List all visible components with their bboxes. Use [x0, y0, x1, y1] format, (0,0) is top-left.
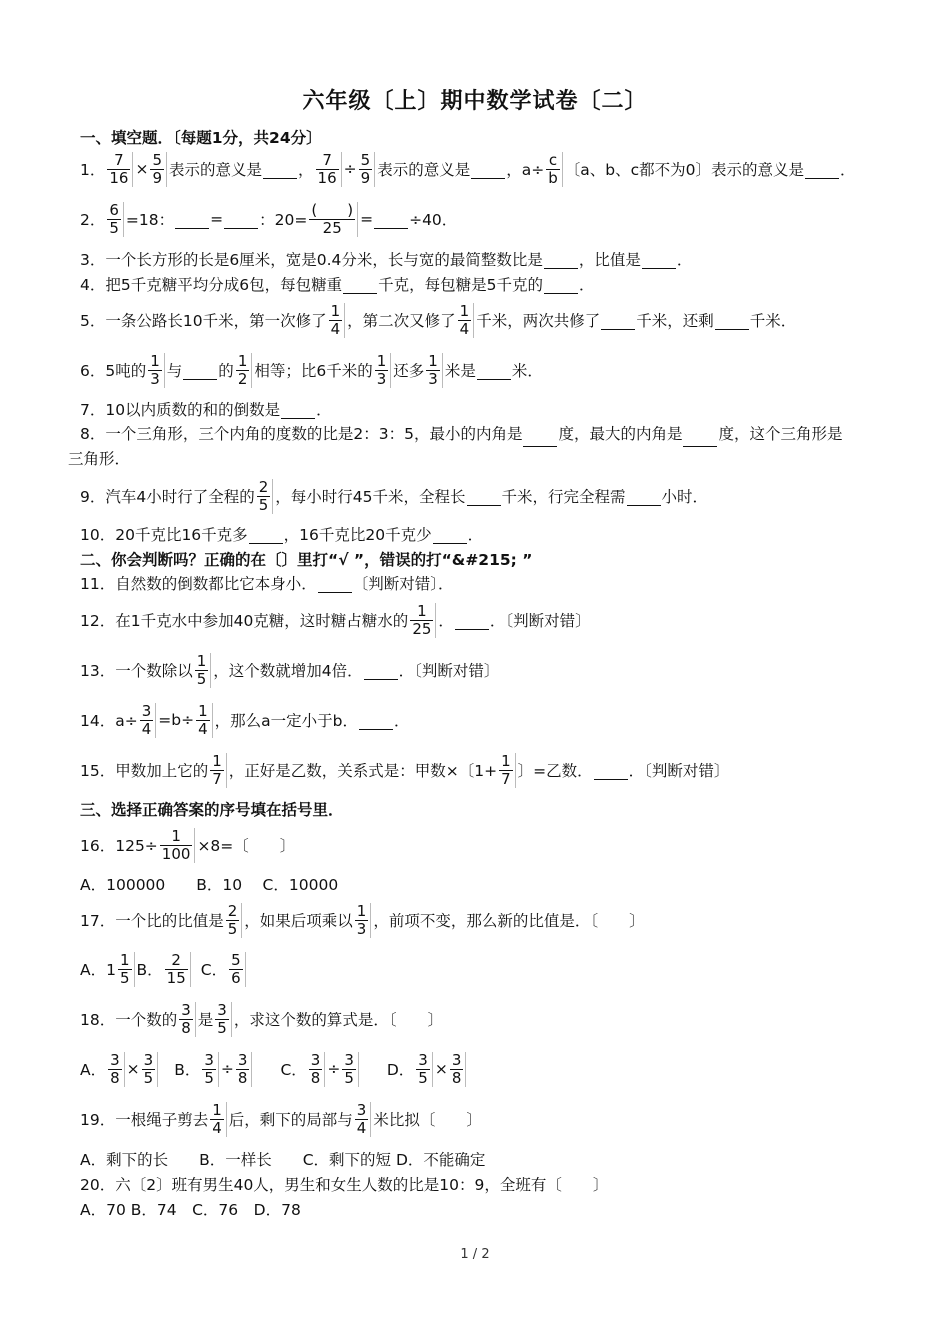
answer-blank[interactable]	[374, 210, 408, 229]
fraction: c b	[546, 152, 563, 187]
text: 9．汽车4小时行了全程的	[80, 488, 255, 506]
text: 20．六〔2〕班有男生40人，男生和女生人数的比是10：9，全班有〔 〕	[80, 1176, 609, 1194]
fraction: 3 8	[179, 1002, 196, 1037]
text: ÷	[327, 1060, 341, 1078]
question-7	[80, 398, 332, 420]
fraction: 1 2	[236, 353, 253, 388]
options-text[interactable]: A．100000 B．10 C．10000	[80, 876, 339, 894]
question-12	[80, 597, 591, 643]
fraction: 7 16	[316, 152, 342, 187]
text: 还多	[393, 362, 425, 380]
question-14	[80, 697, 410, 743]
option-a[interactable]: A．	[80, 1061, 107, 1079]
question-13	[80, 647, 499, 693]
question-19-options[interactable]	[80, 1148, 485, 1170]
question-4	[80, 273, 594, 295]
fraction: 3 5	[416, 1052, 433, 1087]
text: 17．一个比的比值是	[80, 912, 224, 930]
text: 小时．	[661, 488, 709, 506]
page-title: 六年级〔上〕期中数学试卷〔二〕	[302, 89, 648, 114]
text: 千米，还剩	[636, 312, 714, 330]
text: 米．	[511, 362, 543, 380]
fraction: 3 5	[215, 1002, 232, 1037]
text: 的	[218, 362, 234, 380]
fraction: 6 5	[107, 202, 124, 237]
text: 16．125÷	[80, 837, 158, 855]
fraction: 3 5	[142, 1052, 159, 1087]
answer-blank[interactable]	[594, 761, 628, 780]
text: =	[210, 210, 224, 228]
text: ．	[578, 276, 595, 294]
answer-blank[interactable]	[433, 525, 467, 544]
text: ．	[676, 251, 693, 269]
fraction: 3 8	[309, 1052, 326, 1087]
text: ×	[126, 1060, 140, 1078]
text: 〔判断对错〕．	[352, 575, 454, 593]
question-20	[80, 1173, 608, 1195]
text: ÷40．	[409, 211, 458, 229]
text: 〔a、b、c都不为0〕表示的意义是	[564, 161, 804, 179]
answer-blank[interactable]	[263, 160, 297, 179]
fraction: 5 6	[229, 952, 246, 987]
fraction: 1 4	[458, 303, 475, 338]
answer-blank[interactable]	[642, 250, 676, 269]
text: ，比值是	[578, 251, 641, 269]
text: ．	[316, 401, 332, 419]
fraction: 2 5	[257, 479, 274, 514]
answer-blank[interactable]	[627, 487, 661, 506]
text: 4．把5千克糖平均分成6包，每包糖重	[80, 276, 343, 294]
answer-blank[interactable]	[455, 611, 489, 630]
question-18	[80, 996, 443, 1042]
text: =	[360, 210, 374, 228]
text: ，正好是乙数，关系式是：甲数×〔1+	[228, 762, 498, 780]
fraction: 1 4	[196, 703, 213, 738]
section-multiple-choice: 三、选择正确答案的序号填在括号里．	[80, 801, 344, 819]
fraction: 1 3	[426, 353, 443, 388]
answer-blank[interactable]	[183, 361, 217, 380]
text: ．	[438, 612, 454, 630]
text: 度，最大的内角是	[558, 425, 683, 443]
question-20-options[interactable]	[80, 1198, 301, 1220]
answer-blank[interactable]	[343, 275, 377, 294]
question-2	[80, 196, 457, 242]
text: 表示的意义是	[169, 161, 263, 179]
fraction: 3 4	[140, 703, 157, 738]
text: 19．一根绳子剪去	[80, 1111, 209, 1129]
question-16-options[interactable]	[80, 873, 338, 895]
fraction: 1 5	[118, 952, 135, 987]
text: 米是	[444, 362, 476, 380]
text: ．〔判断对错〕	[398, 662, 500, 680]
question-19	[80, 1096, 482, 1142]
answer-blank[interactable]	[281, 400, 315, 419]
fraction: 1 3	[375, 353, 392, 388]
answer-blank[interactable]	[544, 275, 578, 294]
text: ．	[393, 712, 410, 730]
answer-blank[interactable]	[471, 160, 505, 179]
text: 三角形．	[68, 450, 131, 468]
answer-blank[interactable]	[318, 574, 352, 593]
text: 后，剩下的局部与	[228, 1111, 353, 1129]
answer-blank[interactable]	[467, 487, 501, 506]
fraction: 7 16	[107, 152, 133, 187]
option-c[interactable]: C．	[200, 961, 228, 979]
text: 相等；比6千米的	[254, 362, 373, 380]
fraction: ( ) 25	[309, 202, 358, 237]
text: 米比拟〔 〕	[373, 1111, 482, 1129]
fraction: 2 5	[226, 903, 243, 938]
text: 1．	[80, 161, 106, 179]
text: 18．一个数的	[80, 1011, 178, 1029]
fraction: 1 5	[195, 653, 212, 688]
option-c[interactable]: C．	[280, 1061, 307, 1079]
fraction: 1 4	[210, 1102, 227, 1137]
text: 14．a÷	[80, 712, 138, 730]
text: ÷	[343, 160, 357, 178]
text: ×	[434, 1060, 448, 1078]
answer-blank[interactable]	[477, 361, 511, 380]
question-1	[80, 146, 855, 192]
option-b[interactable]: B．	[174, 1061, 201, 1079]
question-5	[80, 297, 796, 343]
text: ：20=	[259, 211, 308, 229]
answer-blank[interactable]	[523, 428, 557, 447]
text: ．	[839, 161, 856, 179]
text: 13．一个数除以	[80, 662, 193, 680]
fraction: 3 8	[108, 1052, 125, 1087]
text: ，	[298, 161, 314, 179]
section-fill-blank: 一、填空题．〔每题1分，共24分〕	[80, 129, 322, 147]
question-11	[80, 572, 454, 594]
text: 与	[166, 362, 183, 380]
fraction: 1 25	[410, 603, 436, 638]
fraction: 5 9	[359, 152, 376, 187]
text: ，那么a一定小于b．	[214, 712, 358, 730]
question-15	[80, 747, 729, 793]
fraction: 1 7	[210, 753, 227, 788]
question-3	[80, 248, 692, 270]
text: ．〔判断对错〕	[489, 612, 591, 630]
fraction: 1 7	[499, 753, 516, 788]
fraction: 1 3	[355, 903, 372, 938]
text: 3．一个长方形的长是6厘米，宽是0.4分米，长与宽的最简整数比是	[80, 251, 543, 269]
text: ×	[135, 160, 149, 178]
text: 表示的意义是	[377, 161, 471, 179]
text: ，这个数就增加4倍．	[213, 662, 363, 680]
text: ，每小时行45千米，全程长	[275, 488, 466, 506]
question-6	[80, 347, 543, 393]
question-16	[80, 822, 295, 868]
option-b[interactable]: B．	[136, 961, 163, 979]
question-17-options	[80, 946, 248, 992]
fraction: 3 4	[355, 1102, 372, 1137]
section-true-false: 二、你会判断吗？正确的在〔〕里打“√ ”，错误的打“&#215; ”	[80, 551, 533, 569]
fraction: 3 8	[236, 1052, 253, 1087]
question-17	[80, 897, 645, 943]
fraction: 3 8	[450, 1052, 467, 1087]
text: ，前项不变，那么新的比值是．〔 〕	[373, 912, 645, 930]
answer-blank[interactable]	[359, 711, 393, 730]
fraction: 3 5	[202, 1052, 219, 1087]
text: 千米．	[749, 312, 797, 330]
fraction: 3 5	[342, 1052, 359, 1087]
text: ．	[467, 526, 484, 544]
text: ，第二次又修了	[347, 312, 456, 330]
text: 千克，每包糖是5千克的	[378, 276, 543, 294]
page-number: 1 / 2	[460, 1247, 490, 1262]
fraction: 1 100	[160, 828, 196, 863]
text: 12．在1千克水中参加40克糖，这时糖占糖水的	[80, 612, 409, 630]
option-a[interactable]: A．1	[80, 961, 116, 979]
options-text[interactable]: A．剩下的长 B．一样长 C．剩下的短 D．不能确定	[80, 1151, 486, 1169]
option-d[interactable]: D．	[386, 1061, 415, 1079]
answer-blank[interactable]	[683, 428, 717, 447]
text: 2．	[80, 211, 106, 229]
answer-blank[interactable]	[249, 525, 283, 544]
text: 〕=乙数．	[517, 762, 593, 780]
text: 是	[197, 1011, 214, 1029]
fraction: 2 15	[165, 952, 191, 987]
text: 8．一个三角形，三个内角的度数的比是2：3：5，最小的内角是	[80, 425, 523, 443]
text: ，16千克比20千克少	[283, 526, 432, 544]
text: 6．5吨的	[80, 362, 147, 380]
text: ，如果后项乘以	[244, 912, 353, 930]
text: 5．一条公路长10千米，第一次修了	[80, 312, 327, 330]
text: 11．自然数的倒数都比它本身小．	[80, 575, 317, 593]
text: ，a÷	[506, 161, 545, 179]
fraction: 1 4	[329, 303, 346, 338]
text: ，求这个数的算式是．〔 〕	[233, 1011, 444, 1029]
text: 15．甲数加上它的	[80, 762, 209, 780]
fraction: 1 3	[148, 353, 165, 388]
answer-blank[interactable]	[805, 160, 839, 179]
text: 度，这个三角形是	[718, 425, 843, 443]
text: ×8=〔 〕	[197, 837, 296, 855]
options-text[interactable]: A．70 B．74 C．76 D．78	[80, 1201, 301, 1219]
text: ．〔判断对错〕	[628, 762, 730, 780]
text: 千米，两次共修了	[476, 312, 601, 330]
text: =b÷	[158, 711, 195, 729]
text: =18：	[125, 211, 175, 229]
answer-blank[interactable]	[364, 661, 398, 680]
text: 千米，行完全程需	[501, 488, 626, 506]
question-8	[68, 422, 880, 472]
question-10	[80, 523, 483, 545]
fraction: 5 9	[150, 152, 167, 187]
text: 7．10以内质数的和的倒数是	[80, 401, 281, 419]
answer-blank[interactable]	[175, 210, 209, 229]
text: ÷	[220, 1060, 234, 1078]
answer-blank[interactable]	[715, 311, 749, 330]
answer-blank[interactable]	[544, 250, 578, 269]
text: 10．20千克比16千克多	[80, 526, 248, 544]
answer-blank[interactable]	[224, 210, 258, 229]
question-9	[80, 473, 708, 519]
answer-blank[interactable]	[601, 311, 635, 330]
question-18-options	[80, 1046, 468, 1092]
